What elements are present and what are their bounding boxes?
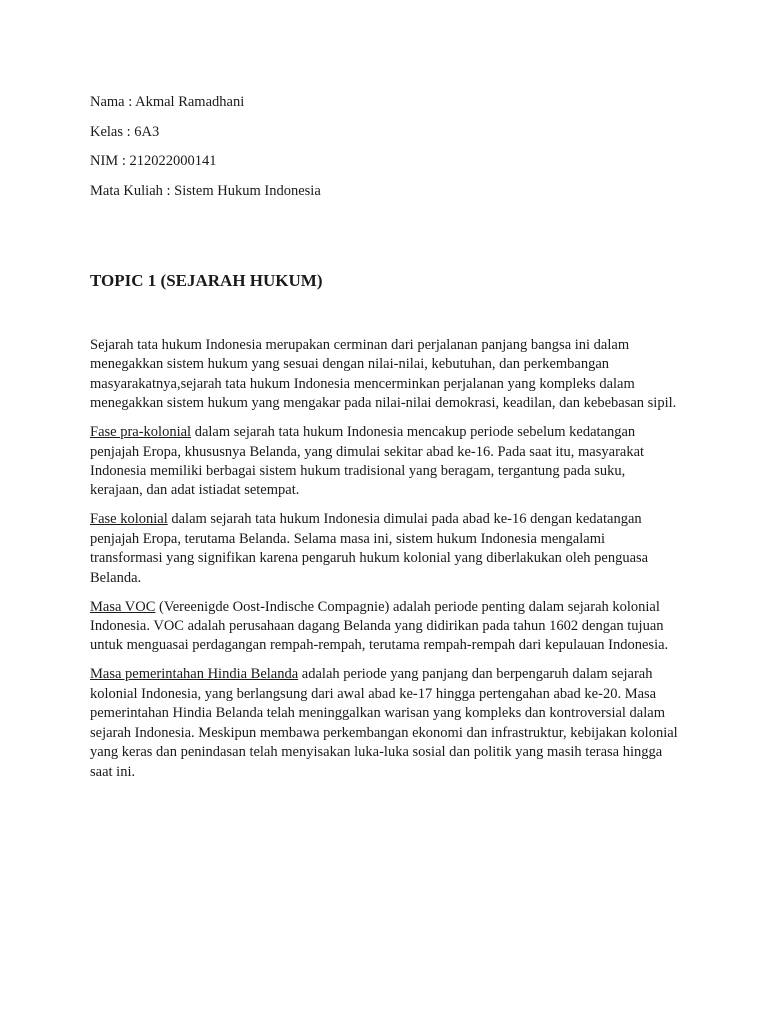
kolonial-paragraph	[90, 510, 678, 588]
voc-term: Masa VOC	[90, 598, 156, 615]
intro-paragraph: Sejarah tata hukum Indonesia merupakan cerminan dari perjalanan panjang bangsa ini dalam menegakkan sistem hukum yang sesuai dengan nilai-nilai, kebutuhan, dan perkembangan masyarakatnya,sejarah tata hukum Indonesia mencerminkan perjalanan yang kompleks dalam menegakkan sistem hukum yang mengakar pada nilai-nilai demokrasi, keadilan, dan kebebasan sipil.	[90, 337, 677, 412]
student-name: Nama : Akmal Ramadhani	[90, 94, 245, 110]
pra-kolonial-term: Fase pra-kolonial	[90, 424, 192, 441]
document-page	[90, 92, 678, 780]
body-text	[90, 336, 678, 792]
student-nim: NIM : 212022000141	[90, 153, 217, 169]
pra-kolonial-text: dalam sejarah tata hukum Indonesia mencakup periode sebelum kedatangan penjajah Eropa, khususnya Belanda, yang dimulai sekitar abad ke-16. Pada saat itu, masyarakat Indonesia memiliki berbagai sistem hukum tradisional yang beragam, tergantung pada suku, kerajaan, dan adat istiadat setempat.	[90, 424, 645, 499]
kolonial-term: Fase kolonial	[90, 511, 168, 528]
voc-paragraph	[90, 598, 678, 656]
course-name: Mata Kuliah : Sistem Hukum Indonesia	[90, 182, 321, 199]
topic-title: TOPIC 1 (SEJARAH HUKUM)	[90, 271, 323, 290]
hindia-belanda-term: Masa pemerintahan Hindia Belanda	[90, 666, 299, 683]
kolonial-text: dalam sejarah tata hukum Indonesia dimulai pada abad ke-16 dengan kedatangan penjajah Eropa, terutama Belanda. Selama masa ini, sistem hukum Indonesia mengalami transformasi yang signifikan karena pengaruh hukum kolonial yang diberlakukan oleh penguasa Belanda.	[90, 511, 649, 586]
hindia-belanda-paragraph	[90, 665, 678, 781]
pra-kolonial-paragraph	[90, 423, 678, 501]
voc-text: (Vereenigde Oost-Indische Compagnie) adalah periode penting dalam sejarah kolonial Indonesia. VOC adalah perusahaan dagang Belanda yang didirikan pada tahun 1602 dengan tujuan untuk menguasai perdagangan rempah-rempah, terutama rempah-rempah dari kepulauan Indonesia.	[90, 598, 669, 654]
student-class: Kelas : 6A3	[90, 123, 160, 140]
hindia-belanda-text: adalah periode yang panjang dan berpengaruh dalam sejarah kolonial Indonesia, yang berlangsung dari awal abad ke-17 hingga pertengahan abad ke-20. Masa pemerintahan Hindia Belanda telah meninggalkan warisan yang kompleks dan kontroversial dalam sejarah Indonesia. Meskipun membawa perkembangan ekonomi dan infrastruktur, kebijakan kolonial yang keras dan penindasan telah menyisakan luka-luka sosial dan politik yang masih terasa hingga saat ini.	[90, 666, 678, 780]
